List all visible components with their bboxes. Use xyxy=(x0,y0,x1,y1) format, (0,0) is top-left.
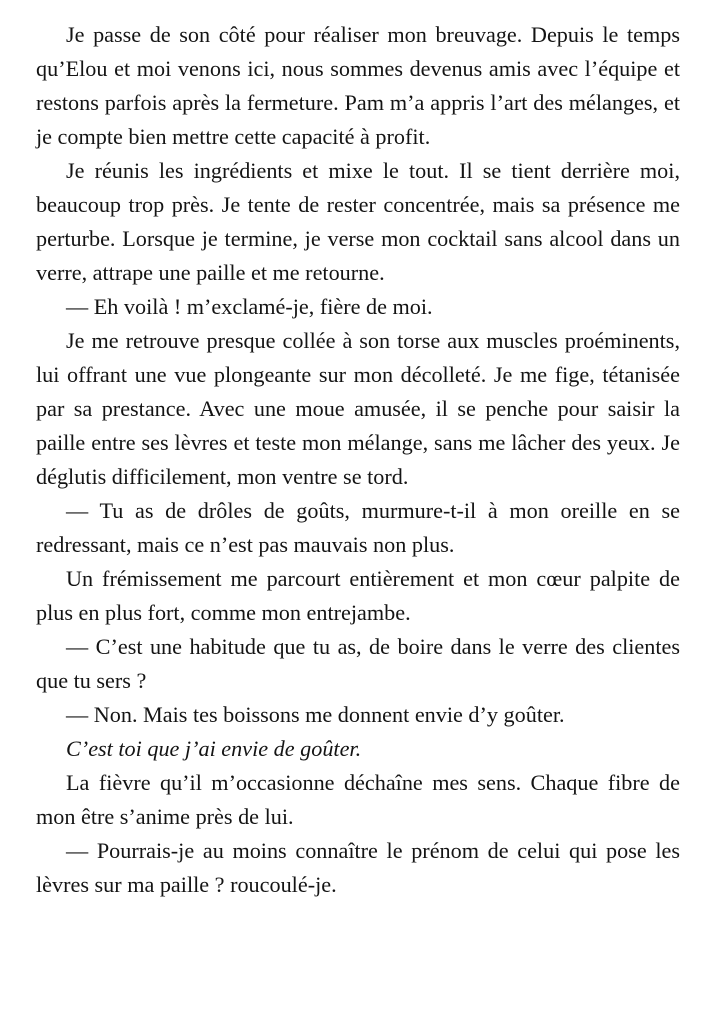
paragraph: La fièvre qu’il m’occasionne déchaîne mes sens. Chaque fibre de mon être s’anime près de lui. xyxy=(36,770,680,829)
dialogue-line: — C’est une habitude que tu as, de boire dans le verre des clientes que tu sers ? xyxy=(36,634,680,693)
italic-thought-line: C’est toi que j’ai envie de goûter. xyxy=(66,736,362,761)
dialogue-line: — Non. Mais tes boissons me donnent envie d’y goûter. xyxy=(66,702,565,727)
paragraph: Je réunis les ingrédients et mixe le tout. Il se tient derrière moi, beaucoup trop près. Je tente de rester concentrée, mais sa présence me perturbe. Lorsque je termine, je verse mon cocktail sans alcool dans un verre, attrape une paille et me retourne. xyxy=(36,158,680,285)
dialogue-line: — Pourrais-je au moins connaître le prénom de celui qui pose les lèvres sur ma paille ? roucoulé-je. xyxy=(36,838,680,897)
paragraph: Je me retrouve presque collée à son torse aux muscles proéminents, lui offrant une vue plongeante sur mon décolleté. Je me fige, tétanisée par sa prestance. Avec une moue amusée, il se penche pour saisir la paille entre ses lèvres et teste mon mélange, sans me lâcher des yeux. Je déglutis difficilement, mon ventre se tord. xyxy=(36,328,680,489)
body-text xyxy=(36,18,680,902)
paragraph: Je passe de son côté pour réaliser mon breuvage. Depuis le temps qu’Elou et moi venons ici, nous sommes devenus amis avec l’équipe et restons parfois après la fermeture. Pam m’a appris l’art des mélanges, et je compte bien mettre cette capacité à profit. xyxy=(36,22,680,149)
dialogue-line: — Eh voilà ! m’exclamé-je, fière de moi. xyxy=(66,294,433,319)
dialogue-line: — Tu as de drôles de goûts, murmure-t-il à mon oreille en se redressant, mais ce n’est pas mauvais non plus. xyxy=(36,498,680,557)
paragraph: Un frémissement me parcourt entièrement et mon cœur palpite de plus en plus fort, comme mon entrejambe. xyxy=(36,566,680,625)
